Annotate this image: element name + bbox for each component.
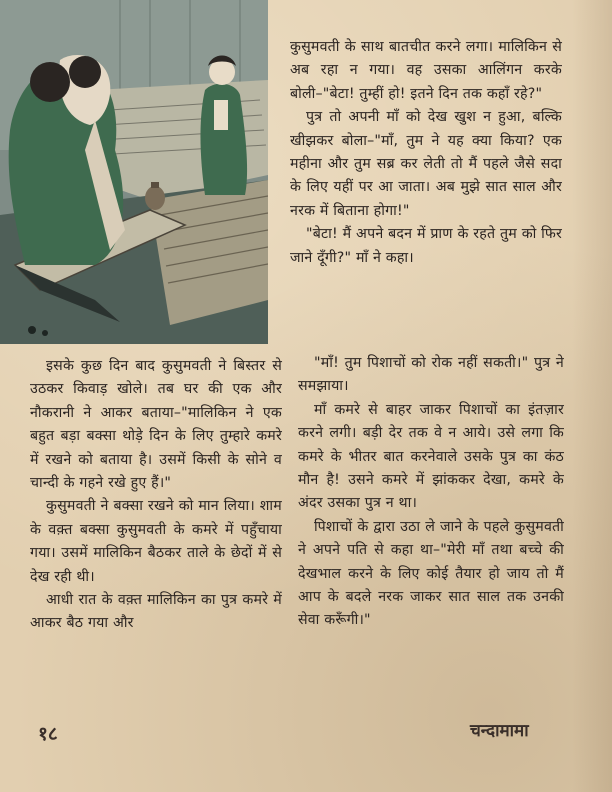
paragraph: कुसुमवती के साथ बातचीत करने लगा। मालिकिन से अब रहा न गया। वह उसका आलिंगन करके बोली–"बेटा! तुम्हीं हो! इतने दिन तक कहाँ रहे?" — [290, 39, 562, 102]
paragraph: माँ कमरे से बाहर जाकर पिशाचों का इंतज़ार करने लगी। बड़ी देर तक वे न आये। उसे लगा कि कमरे के भीतर बात करनेवाले उसके पुत्र का कंठ मौन है! उसने कमरे में झांककर देखा, कमरे के अंदर उसका पुत्र न था। — [298, 401, 564, 512]
paragraph: पिशाचों के द्वारा उठा ले जाने के पहले कुसुमवती ने अपने पति से कहा था–"मेरी माँ तथा बच्चे की देखभाल करने के लिए कोई तैयार हो जाय तो मैं आप के बदले नरक जाकर सात साल तक उनकी सेवा करूँगी।" — [298, 518, 564, 629]
story-illustration — [0, 0, 268, 344]
right-column-top — [290, 36, 562, 270]
magazine-name: चन्दामामा — [470, 721, 529, 741]
paragraph: "माँ! तुम पिशाचों को रोक नहीं सकती।" पुत्र ने समझाया। — [298, 355, 564, 395]
paragraph: कुसुमवती ने बक्सा रखने को मान लिया। शाम के वक़्त बक्सा कुसुमवती के कमरे में पहुँचाया गया। उसमें मालिकिन बैठकर ताले के छेदों में से देख रही थी। — [30, 498, 282, 585]
left-column — [30, 355, 282, 636]
page-edge-shadow — [572, 0, 612, 792]
mother-son-embrace-illustration-icon — [0, 0, 268, 344]
paragraph: "बेटा! मैं अपने बदन में प्राण के रहते तुम को फिर जाने दूँगी?" माँ ने कहा। — [290, 226, 562, 266]
right-column-bottom — [298, 352, 564, 633]
page-number: १८ — [38, 723, 58, 745]
paragraph: पुत्र तो अपनी माँ को देख खुश न हुआ, बल्कि खीझकर बोला–"माँ, तुम ने यह क्या किया? एक महीना और तुम सब्र कर लेती तो मैं पहले जैसे सदा के लिए यहीं पर आ जाता। अब मुझे सात साल और नरक में बिताना होगा!" — [290, 109, 562, 219]
paragraph: आधी रात के वक़्त मालिकिन का पुत्र कमरे में आकर बैठ गया और — [30, 592, 282, 632]
paragraph: इसके कुछ दिन बाद कुसुमवती ने बिस्तर से उठकर किवाड़ खोले। तब घर की एक और नौकरानी ने आकर बताया–"मालिकिन ने एक बहुत बड़ा बक्सा थोड़े दिन के लिए तुम्हारे कमरे में रखने को बताया है। उसमें किसी के सोने व चान्दी के गहने रखे हुए हैं।" — [30, 358, 282, 492]
